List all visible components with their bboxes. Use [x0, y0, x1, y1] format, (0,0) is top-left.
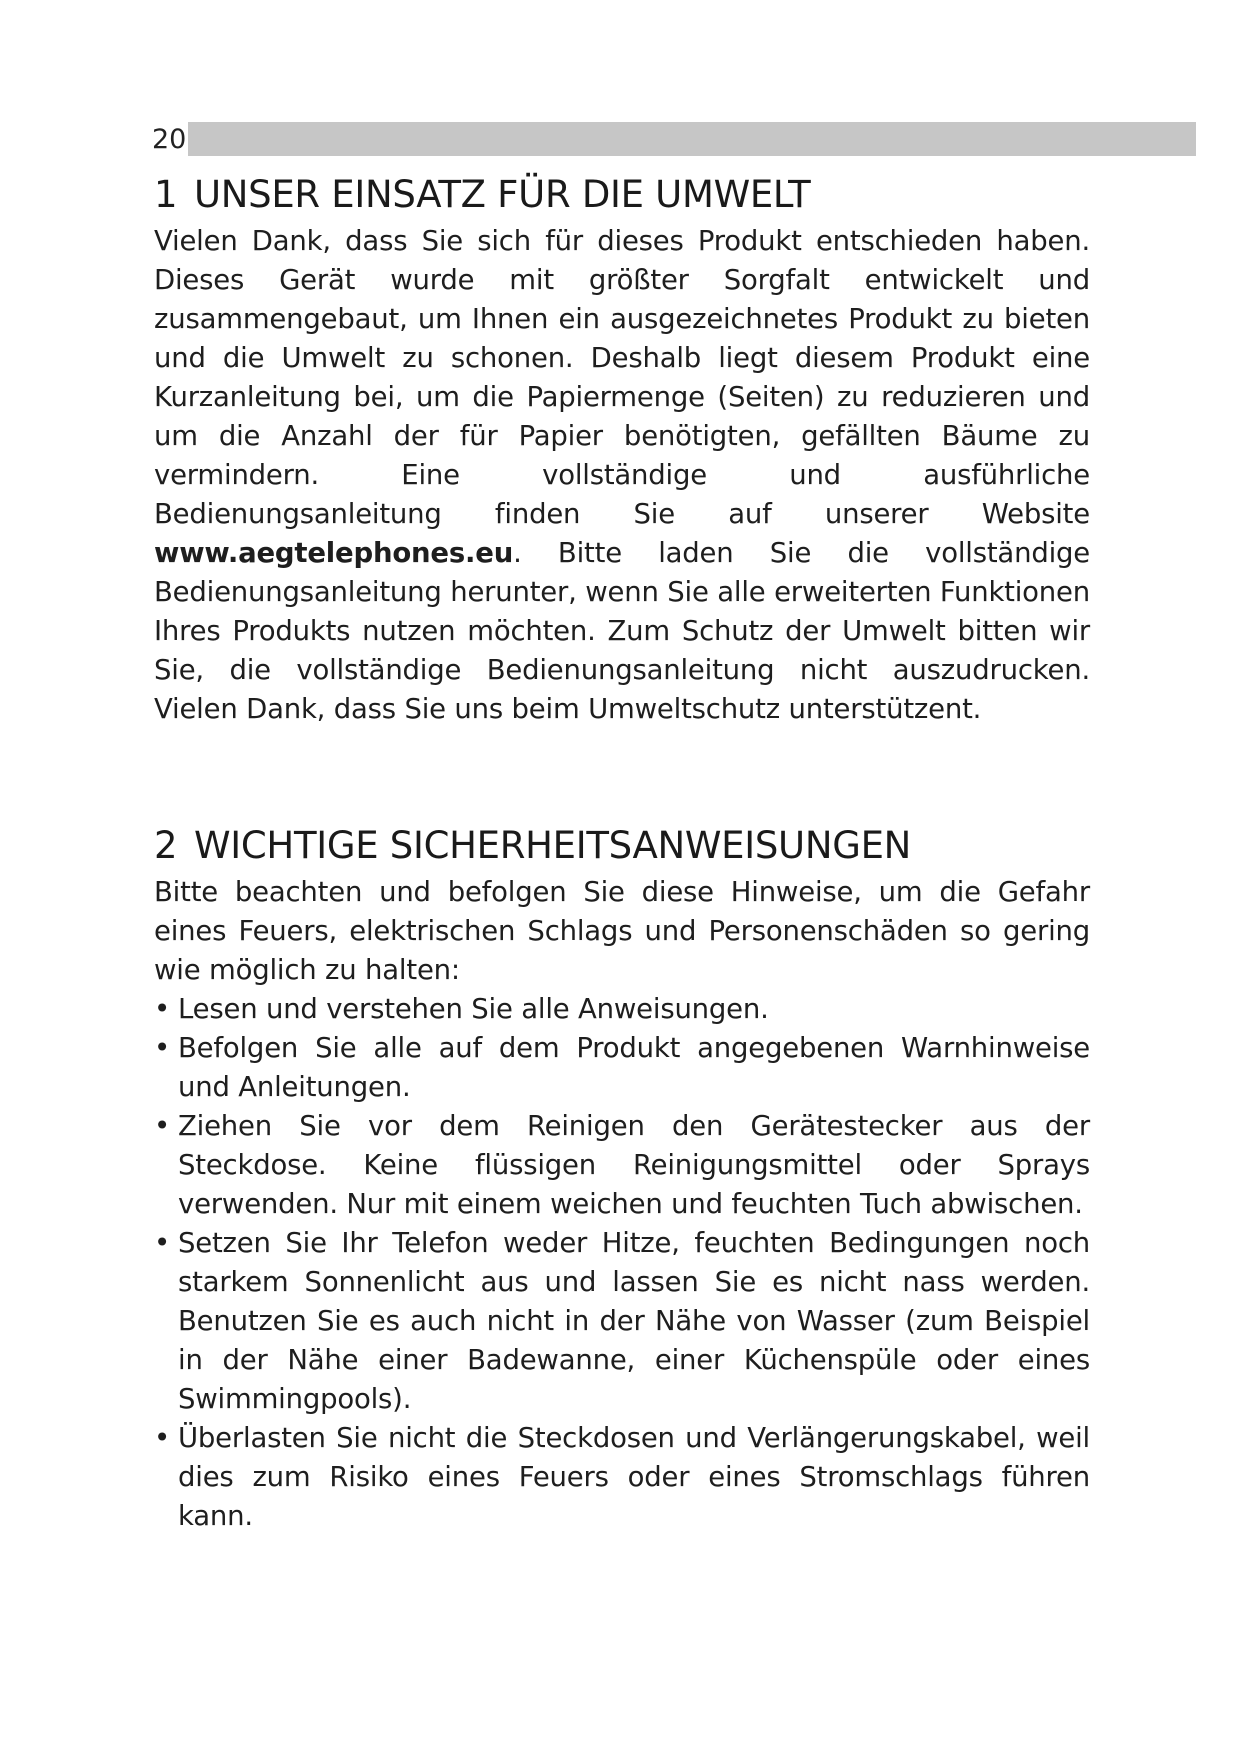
page-header-bar: [152, 122, 1196, 156]
website-link[interactable]: www.aegtelephones.eu: [154, 537, 514, 569]
page-content: [154, 168, 1090, 1536]
section-number: 2: [154, 824, 178, 867]
list-item-text: Setzen Sie Ihr Telefon weder Hitze, feuchten Bedingungen noch starkem Sonnenlicht aus und lassen Sie es nicht nass werden. Benutzen Sie es auch nicht in der Nähe von Wasser (zum Beispiel in der Nähe einer Badewanne, einer Küchenspüle oder eines Swimmingpools).: [178, 1227, 1090, 1415]
section-heading-text: WICHTIGE SICHERHEITSANWEISUNGEN: [194, 824, 912, 867]
paragraph-text-before-link: Vielen Dank, dass Sie sich für dieses Produkt entschieden haben. Dieses Gerät wurde mit größter Sorgfalt entwickelt und zusammengebaut, um Ihnen ein ausgezeichnetes Produkt zu bieten und die Umwelt zu schonen. Deshalb liegt diesem Produkt eine Kurzanleitung bei, um die Papiermenge (Seiten) zu reduzieren und um die Anzahl der für Papier benötigten, gefällten Bäume zu vermindern. Eine vollständige und ausführliche Bedienungsanleitung finden Sie auf unserer Website: [154, 225, 1090, 530]
section-safety: [154, 819, 1090, 1536]
list-item-text: Lesen und verstehen Sie alle Anweisungen.: [178, 993, 769, 1025]
paragraph-text-after-link: . Bitte laden Sie die vollständige Bedienungsanleitung herunter, wenn Sie alle erweiterten Funktionen Ihres Produkts nutzen möchten. Zum Schutz der Umwelt bitten wir Sie, die vollständige Bedienungsanleitung nicht auszudrucken. Vielen Dank, dass Sie uns beim Umweltschutz unterstützent.: [154, 537, 1090, 725]
list-item: [154, 1107, 1090, 1224]
section-title-safety: [154, 819, 1090, 873]
page-number: 20: [152, 124, 187, 155]
bullet-icon: •: [154, 993, 171, 1025]
safety-intro: Bitte beachten und befolgen Sie diese Hinweise, um die Gefahr eines Feuers, elektrischen Schlags und Personenschäden so gering wie möglich zu halten:: [154, 876, 1090, 986]
bullet-icon: •: [154, 1227, 171, 1259]
environment-paragraph: [154, 222, 1090, 729]
list-item: [154, 1224, 1090, 1419]
section-heading-text: UNSER EINSATZ FÜR DIE UMWELT: [194, 173, 811, 216]
list-item-text: Überlasten Sie nicht die Steckdosen und Verlängerungskabel, weil dies zum Risiko eines Feuers oder eines Stromschlags führen kann.: [178, 1422, 1090, 1532]
list-item: [154, 1419, 1090, 1536]
section-number: 1: [154, 173, 178, 216]
bullet-icon: •: [154, 1032, 171, 1064]
section-title-environment: [154, 168, 1090, 222]
bullet-icon: •: [154, 1422, 171, 1454]
list-item: [154, 1029, 1090, 1107]
list-item: [154, 990, 1090, 1029]
safety-bullet-list: [154, 990, 1090, 1536]
list-item-text: Befolgen Sie alle auf dem Produkt angegebenen Warnhinweise und Anleitungen.: [178, 1032, 1090, 1103]
section-environment: [154, 168, 1090, 729]
bullet-icon: •: [154, 1110, 171, 1142]
list-item-text: Ziehen Sie vor dem Reinigen den Gerätestecker aus der Steckdose. Keine flüssigen Reinigungsmittel oder Sprays verwenden. Nur mit einem weichen und feuchten Tuch abwischen.: [178, 1110, 1090, 1220]
